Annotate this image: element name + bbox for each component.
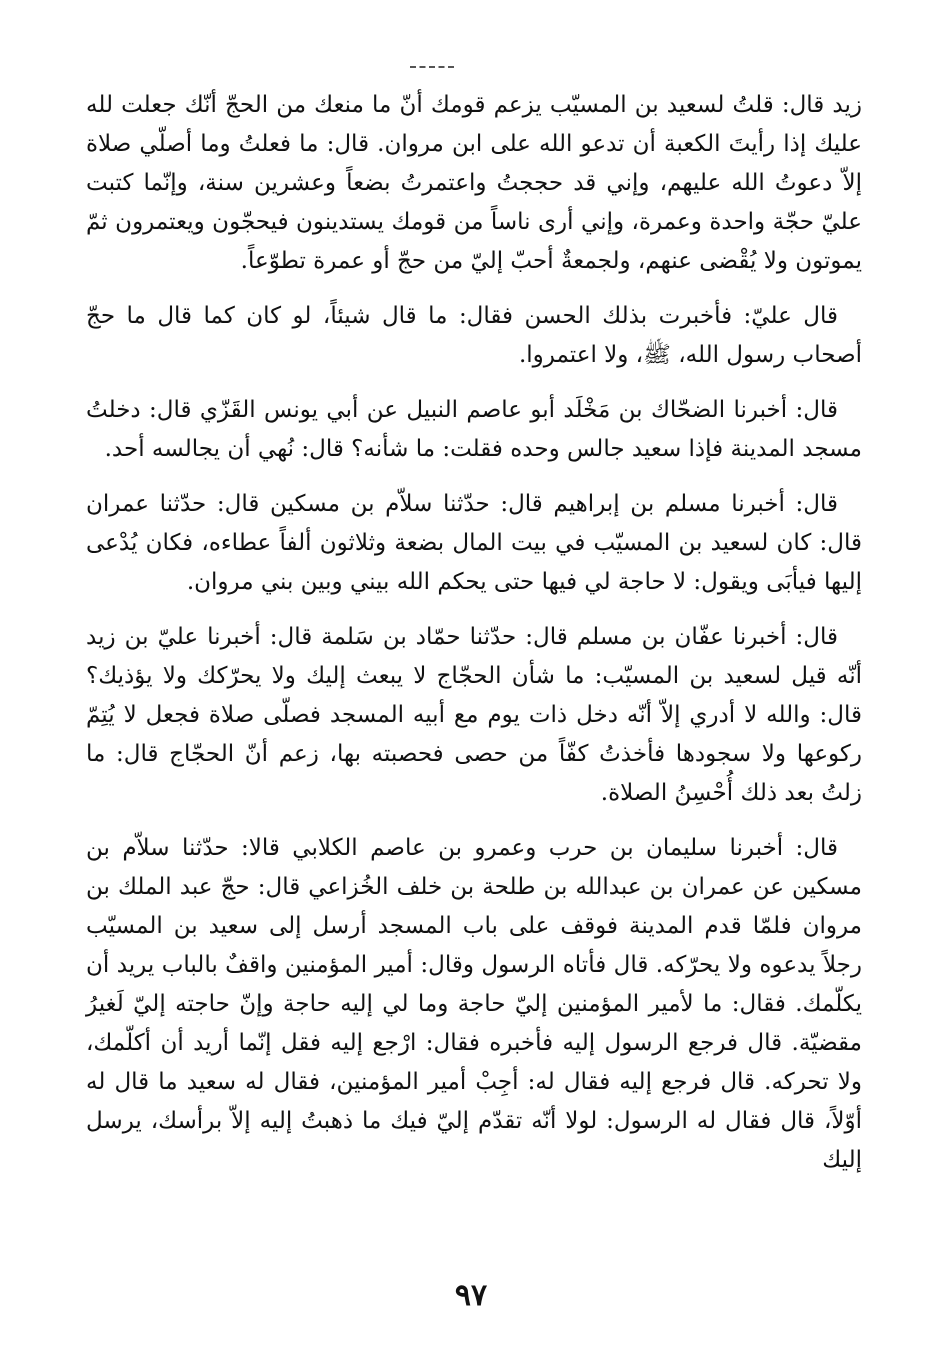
paragraph-5: قال: أخبرنا عفّان بن مسلم قال: حدّثنا حمّاد بن سَلمة قال: أخبرنا عليّ بن زيد أنّه قيل لسعيد بن المسيّب: ما شأن الحجّاج لا يبعث إليك ولا يحرّكك ولا يؤذيك؟ قال: والله لا أدري إلاّ أنّه دخل ذات يوم مع أبيه المسجد فصلّى صلاة فجعل لا يُتِمّ ركوعها ولا سجودها فأخذتُ كفّاً من حصى فحصبته بها، زعم أنّ الحجّاج قال: ما زلتُ بعد ذلك أُحْسِنُ الصلاة. [86,624,862,806]
paragraph-2: قال عليّ: فأخبرت بذلك الحسن فقال: ما قال شيئاً، لو كان كما قال ما حجّ أصحاب رسول الله، ﷺ، ولا اعتمروا. [86,303,862,368]
body-text [86,86,862,1196]
paragraph-1: زيد قال: قلتُ لسعيد بن المسيّب يزعم قومك أنّ ما منعك من الحجّ أنّك جعلت لله عليك إذا رأيتَ الكعبة أن تدعو الله على ابن مروان. قال: ما فعلتُ وما أصلّي صلاة إلاّ دعوتُ الله عليهم، وإني قد حججتُ واعتمرتُ بضعاً وعشرين سنة، وإنّما كتبت عليّ حجّة واحدة وعمرة، وإني أرى ناساً من قومك يستدينون فيحجّون ويعتمرون ثمّ يموتون ولا يُقْضى عنهم، ولجمعةٌ أحبّ إليّ من حجّ أو عمرة تطوّعاً. [86,92,862,274]
paragraph-3: قال: أخبرنا الضحّاك بن مَخْلَد أبو عاصم النبيل عن أبي يونس القَزّي قال: دخلتُ مسجد المدينة فإذا سعيد جالس وحده فقلت: ما شأنه؟ قال: نُهي أن يجالسه أحد. [86,397,862,462]
page-number: ٩٧ [454,1278,488,1313]
paragraph-6: قال: أخبرنا سليمان بن حرب وعمرو بن عاصم الكلابي قالا: حدّثنا سلاّم بن مسكين عن عمران بن عبدالله بن طلحة بن خلف الخُزاعي قال: حجّ عبد الملك بن مروان فلمّا قدم المدينة فوقف على باب المسجد أرسل إلى سعيد بن المسيّب رجلاً يدعوه ولا يحرّكه. قال فأتاه الرسول وقال: أمير المؤمنين واقفٌ بالباب يريد أن يكلّمك. فقال: ما لأمير المؤمنين إليّ حاجة وما لي إليه حاجة وإنّ حاجته إليّ لَغيرُ مقضيّة. قال فرجع الرسول إليه فأخبره فقال: ارْجع إليه فقل إنّما أريد أن أكلّمك، ولا تحركه. قال فرجع إليه فقال له: أجِبْ أمير المؤمنين، فقال له سعيد ما قال له أوّلاً، قال فقال له الرسول: لولا أنّه تقدّم إليّ فيك ما ذهبتُ إليه إلاّ برأسك، يرسل إليك [86,835,862,1173]
paragraph-4: قال: أخبرنا مسلم بن إبراهيم قال: حدّثنا سلاّم بن مسكين قال: حدّثنا عمران قال: كان لسعيد بن المسيّب في بيت المال بضعة وثلاثون ألفاً عطاءه، فكان يُدْعى إليها فيأبَى ويقول: لا حاجة لي فيها حتى يحكم الله بيني وبين بني مروان. [86,491,862,595]
top-divider [410,66,454,70]
